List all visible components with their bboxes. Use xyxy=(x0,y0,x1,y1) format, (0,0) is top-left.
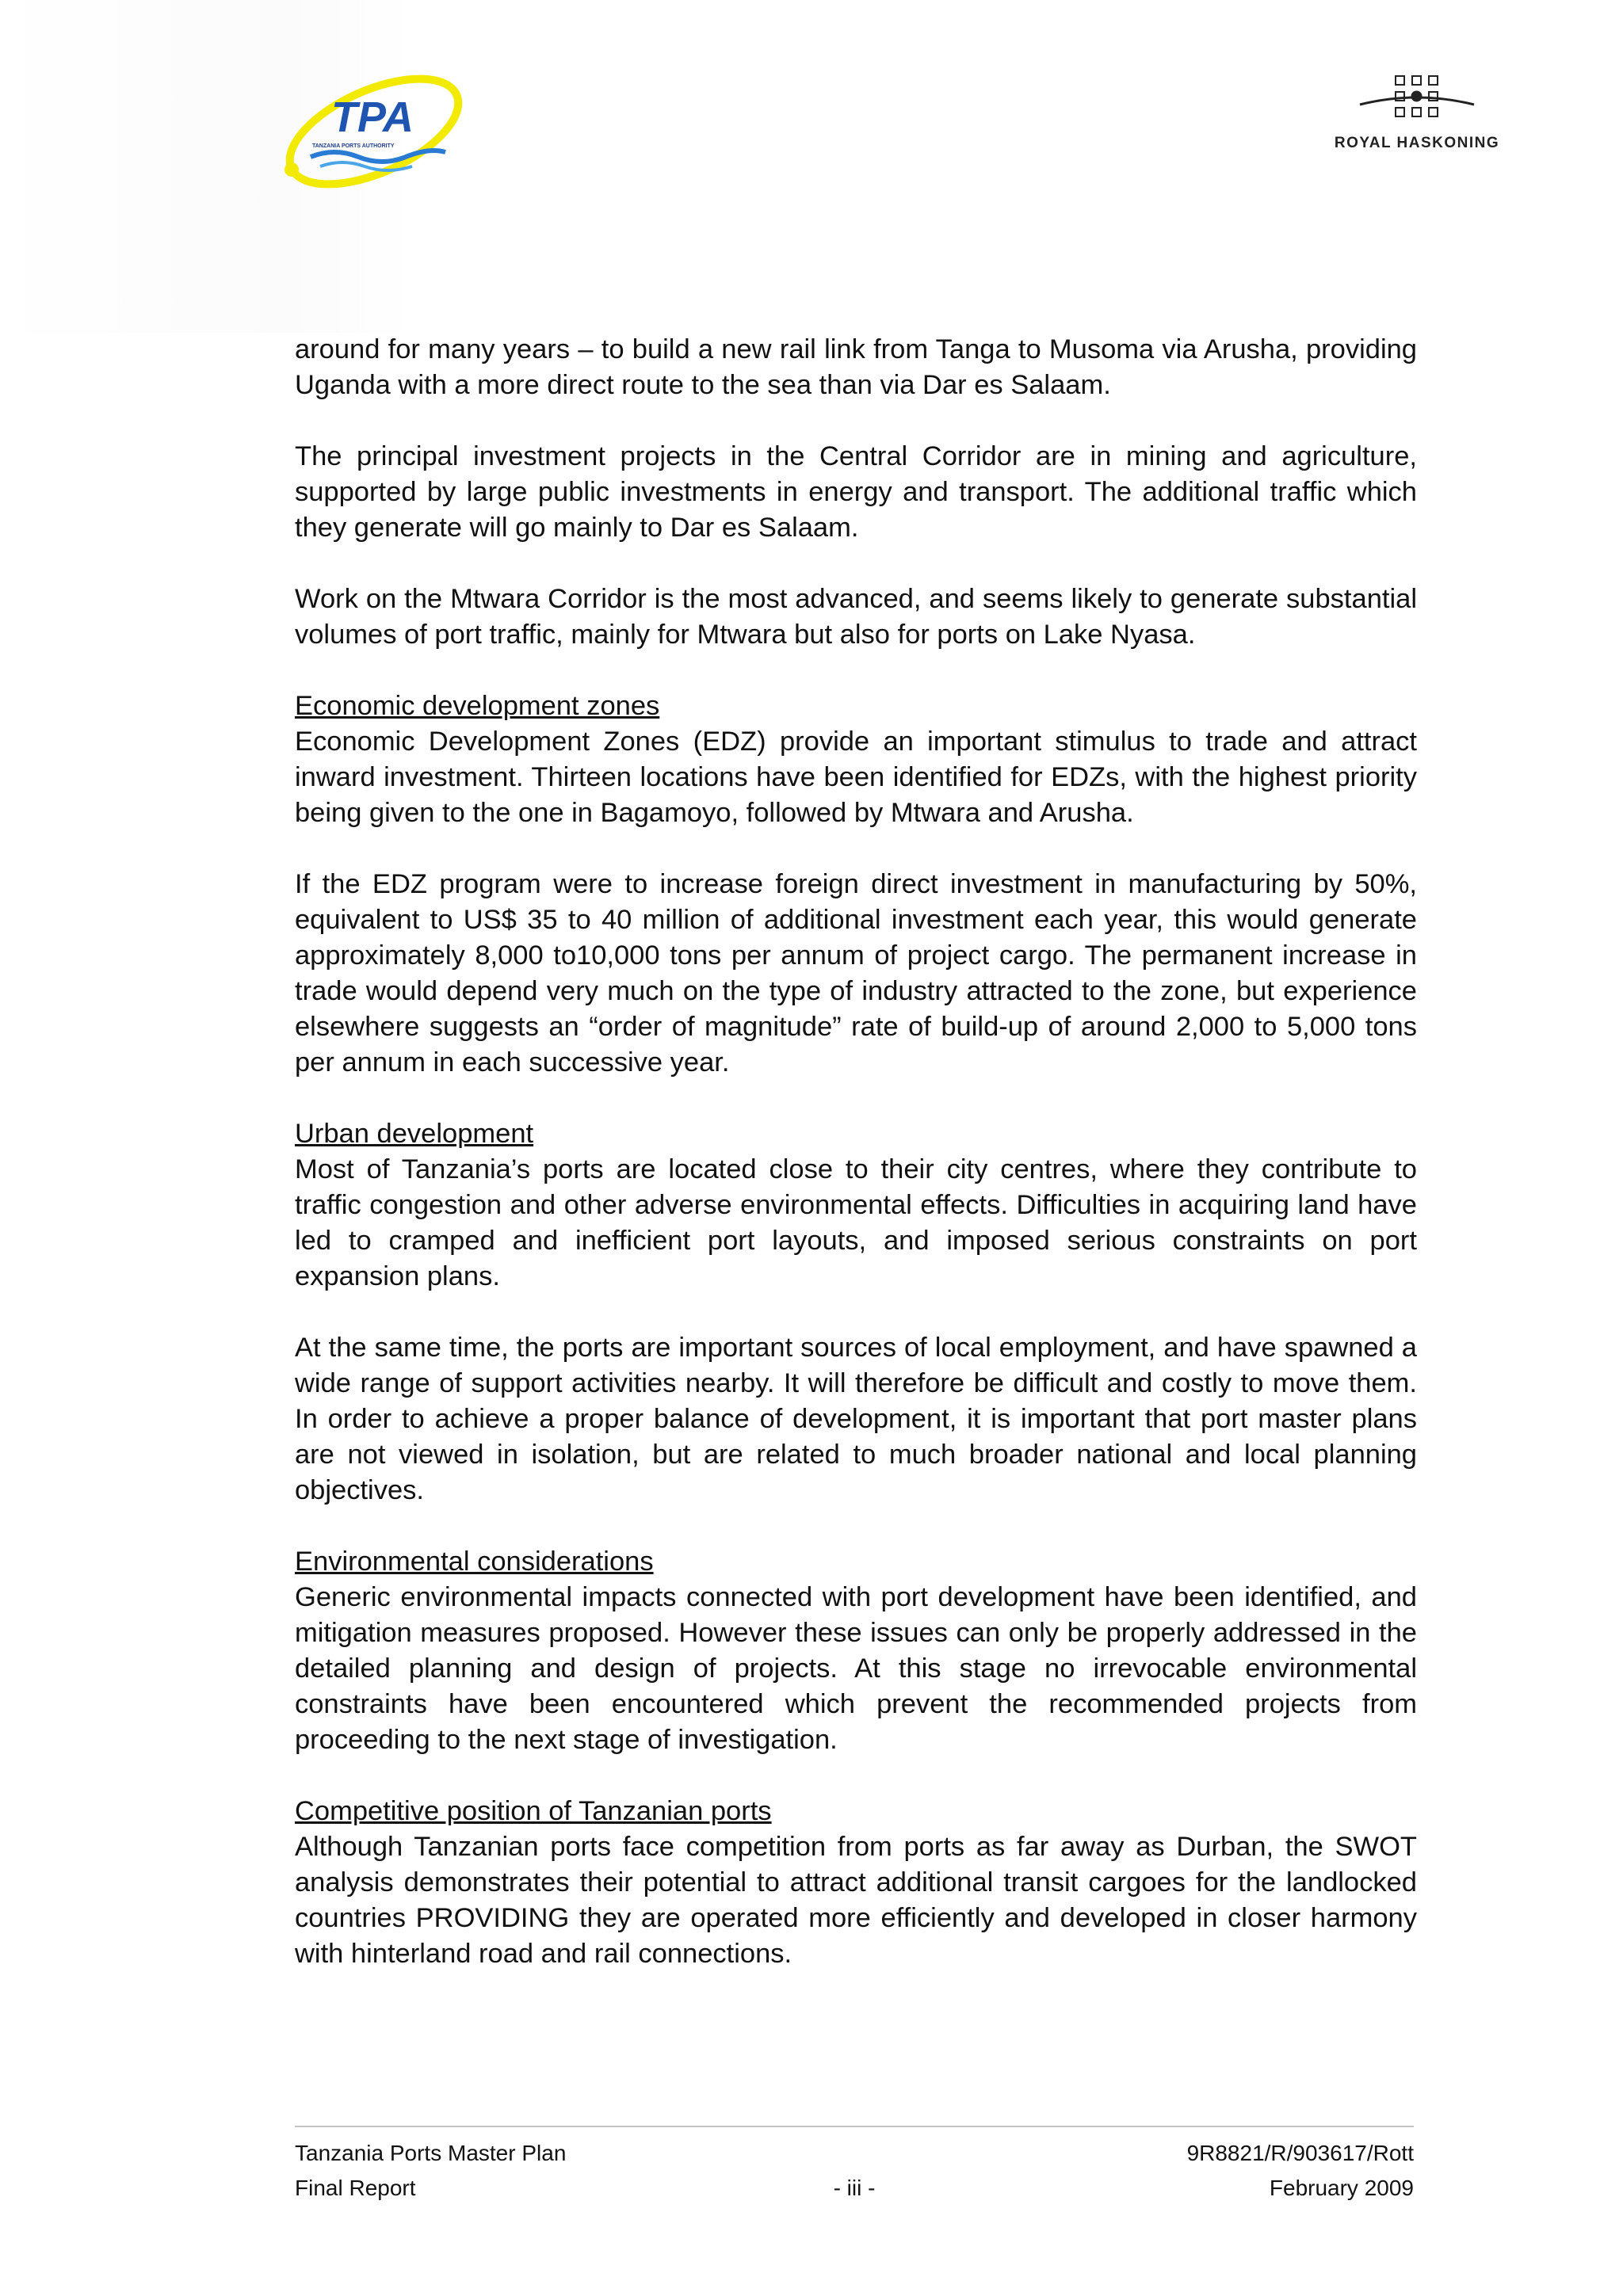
paragraph-environment: Generic environmental impacts connected with port development have been identified, and mitigation measures proposed. However these issues can only be properly addressed in the detailed planning and design of projects. At this stage no irrevocable environmental constraints have been encountered which prevent the recommended projects from proceeding to the next stage of investigation. xyxy=(295,1582,1417,1755)
tpa-logo xyxy=(279,68,469,195)
heading-economic-development-zones: Economic development zones xyxy=(295,691,660,721)
royal-haskoning-logo-text: ROYAL HASKONING xyxy=(1334,135,1500,151)
paragraph-central-corridor: The principal investment projects in the Central Corridor are in mining and agriculture, supported by large public investments in energy and transport. The additional traffic which they generate will go mainly to Dar es Salaam. xyxy=(295,441,1417,543)
footer-title: Tanzania Ports Master Plan xyxy=(295,2141,567,2165)
heading-environmental-considerations: Environmental considerations xyxy=(295,1547,654,1577)
heading-urban-development: Urban development xyxy=(295,1119,534,1149)
footer-divider xyxy=(295,2126,1414,2127)
paragraph-edz-investment: If the EDZ program were to increase foreign direct investment in manufacturing by 50%, equivalent to US$ 35 to 40 million of additional investment each year, this would generate approximately 8,000 to10,000 tons per annum of project cargo. The permanent increase in trade would depend very much on the type of industry attracted to the zone, but experience elsewhere suggests an “order of magnitude” rate of build-up of around 2,000 to 5,000 tons per annum in each successive year. xyxy=(295,869,1417,1077)
footer-report-type: Final Report xyxy=(295,2176,416,2200)
footer-page-number: - iii - xyxy=(833,2176,876,2200)
tpa-logo-text: TPA xyxy=(331,93,414,141)
paragraph-mtwara-corridor: Work on the Mtwara Corridor is the most advanced, and seems likely to generate substantial volumes of port traffic, mainly for Mtwara but also for ports on Lake Nyasa. xyxy=(295,584,1417,650)
paragraph-competitive: Although Tanzanian ports face competition from ports as far away as Durban, the SWOT analysis demonstrates their potential to attract additional transit cargoes for the landlocked countries PROVIDING they are operated more efficiently and developed in closer harmony with hinterland road and rail connections. xyxy=(295,1832,1417,1969)
paragraph-edz-intro: Economic Development Zones (EDZ) provide an important stimulus to trade and attract inward investment. Thirteen locations have been identified for EDZs, with the highest priority being given to the one in Bagamoyo, followed by Mtwara and Arusha. xyxy=(295,727,1417,828)
document-body xyxy=(295,332,1417,2008)
royal-haskoning-logo xyxy=(1300,63,1529,174)
section-competitive xyxy=(295,1794,1417,1972)
heading-competitive-position: Competitive position of Tanzanian ports xyxy=(295,1796,772,1826)
footer-reference: 9R8821/R/903617/Rott xyxy=(1186,2141,1414,2165)
section-edz xyxy=(295,688,1417,831)
section-urban xyxy=(295,1116,1417,1295)
paragraph-urban-intro: Most of Tanzania’s ports are located close to their city centres, where they contribute to traffic congestion and other adverse environmental effects. Difficulties in acquiring land have led to cramped and inefficient port layouts, and imposed serious constraints on port expansion plans. xyxy=(295,1154,1417,1291)
paragraph-rail-link: around for many years – to build a new rail link from Tanga to Musoma via Arusha, providing Uganda with a more direct route to the sea than via Dar es Salaam. xyxy=(295,334,1417,400)
paragraph-urban-employment: At the same time, the ports are important sources of local employment, and have spawned a wide range of support activities nearby. It will therefore be difficult and costly to move them. In order to achieve a proper balance of development, it is important that port master plans are not viewed in isolation, but are related to much broader national and local planning objectives. xyxy=(295,1333,1417,1505)
footer-date: February 2009 xyxy=(1269,2176,1414,2200)
tpa-logo-subtitle: TANZANIA PORTS AUTHORITY xyxy=(312,143,395,149)
section-environment xyxy=(295,1544,1417,1758)
